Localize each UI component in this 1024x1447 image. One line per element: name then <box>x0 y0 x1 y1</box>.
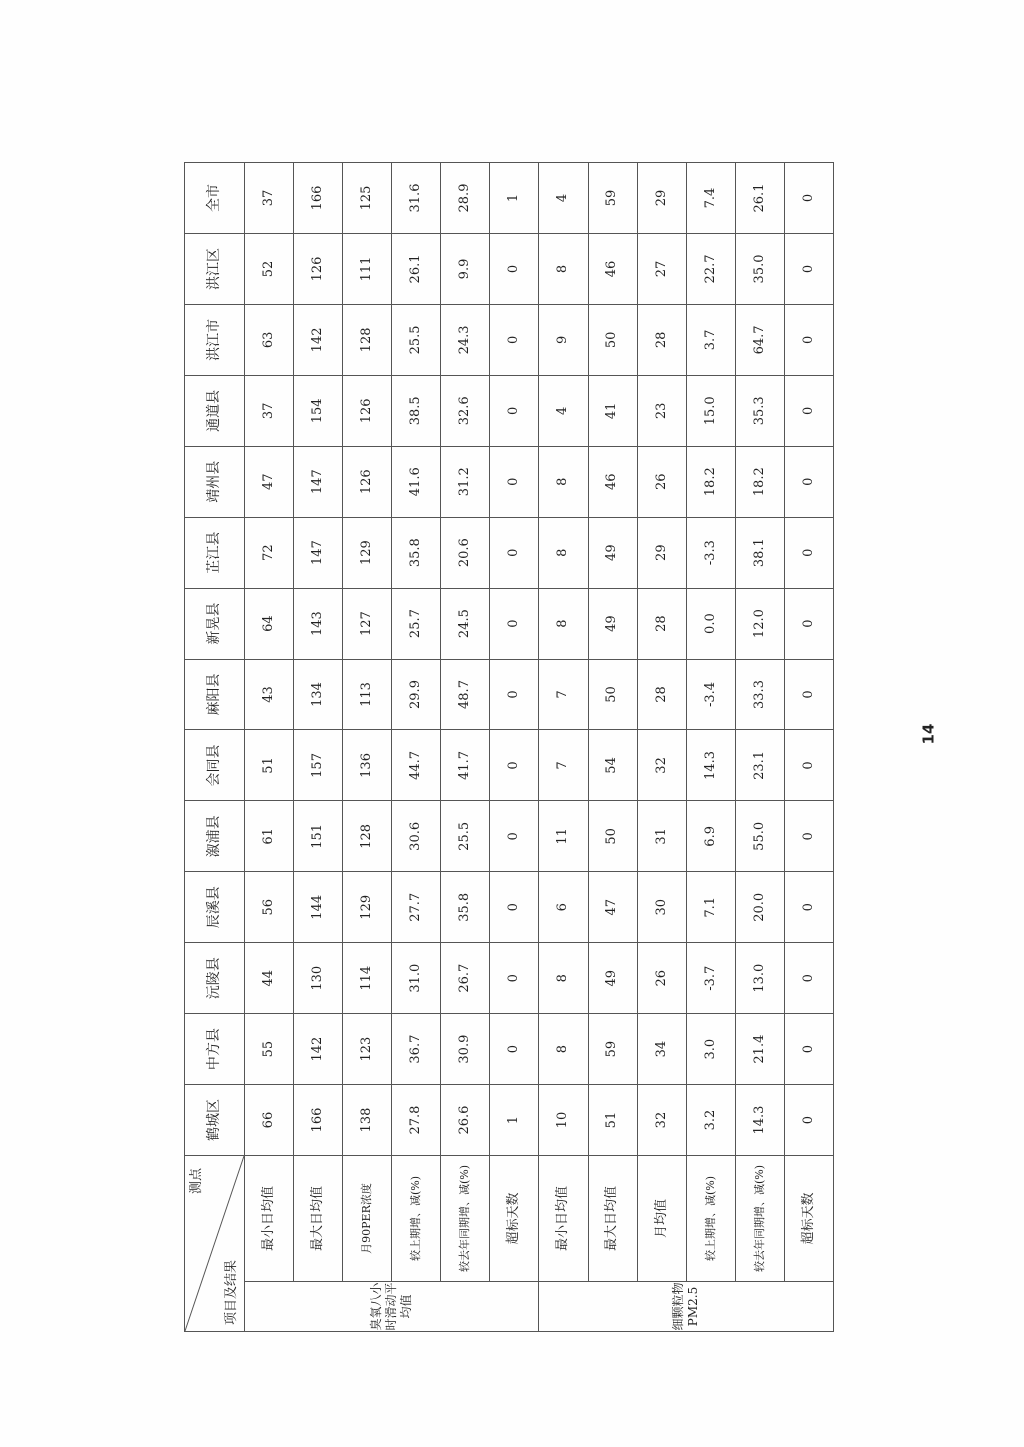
table-cell: 0 <box>490 659 539 730</box>
table-row <box>735 163 784 1332</box>
table-cell: 15.0 <box>686 375 735 446</box>
table-cell: 63 <box>245 304 294 375</box>
table-cell: 0.0 <box>686 588 735 659</box>
table-cell: 31.0 <box>392 943 441 1014</box>
table-row <box>392 163 441 1332</box>
table-cell: 127 <box>343 588 392 659</box>
table-cell: 144 <box>294 872 343 943</box>
table-cell: 46 <box>588 446 637 517</box>
table-cell: 129 <box>343 872 392 943</box>
column-header: 麻阳县 <box>185 659 245 730</box>
table-cell: 50 <box>588 659 637 730</box>
table-cell: 28 <box>637 304 686 375</box>
rotated-table-wrapper <box>184 162 834 1332</box>
table-cell: 27 <box>637 234 686 305</box>
table-cell: 7 <box>539 659 588 730</box>
table-cell: 8 <box>539 234 588 305</box>
column-header: 洪江市 <box>185 304 245 375</box>
table-cell: 143 <box>294 588 343 659</box>
table-cell: 111 <box>343 234 392 305</box>
table-cell: 128 <box>343 304 392 375</box>
table-cell: 114 <box>343 943 392 1014</box>
table-cell: 0 <box>784 943 833 1014</box>
table-cell: 25.5 <box>392 304 441 375</box>
table-cell: 41.7 <box>441 730 490 801</box>
table-cell: 32 <box>637 1085 686 1156</box>
table-cell: 8 <box>539 517 588 588</box>
table-cell: 36.7 <box>392 1014 441 1085</box>
table-cell: 0 <box>490 446 539 517</box>
table-cell: 30.6 <box>392 801 441 872</box>
table-cell: 21.4 <box>735 1014 784 1085</box>
table-cell: -3.3 <box>686 517 735 588</box>
row-label: 月90PER浓度 <box>343 1156 392 1282</box>
table-cell: 30.9 <box>441 1014 490 1085</box>
table-cell: 6.9 <box>686 801 735 872</box>
table-cell: 59 <box>588 163 637 234</box>
table-cell: 51 <box>588 1085 637 1156</box>
column-header: 鹤城区 <box>185 1085 245 1156</box>
table-cell: 0 <box>784 446 833 517</box>
table-cell: 14.3 <box>735 1085 784 1156</box>
table-cell: 46 <box>588 234 637 305</box>
table-cell: 4 <box>539 163 588 234</box>
table-cell: 0 <box>784 801 833 872</box>
table-cell: 166 <box>294 163 343 234</box>
table-cell: 37 <box>245 163 294 234</box>
table-cell: 126 <box>343 375 392 446</box>
table-cell: 147 <box>294 517 343 588</box>
table-cell: 38.5 <box>392 375 441 446</box>
table-cell: 166 <box>294 1085 343 1156</box>
table-cell: 47 <box>588 872 637 943</box>
table-cell: 37 <box>245 375 294 446</box>
table-cell: 41 <box>588 375 637 446</box>
table-cell: 4 <box>539 375 588 446</box>
table-cell: 6 <box>539 872 588 943</box>
page-number: 14 <box>919 723 938 745</box>
table-cell: 49 <box>588 517 637 588</box>
table-cell: 0 <box>784 588 833 659</box>
corner-cell <box>185 1156 245 1332</box>
table-cell: 129 <box>343 517 392 588</box>
table-cell: 0 <box>784 304 833 375</box>
row-label: 最小日均值 <box>539 1156 588 1282</box>
table-cell: 151 <box>294 801 343 872</box>
table-cell: 128 <box>343 801 392 872</box>
corner-top-label: 测点 <box>189 1168 204 1195</box>
table-cell: 9.9 <box>441 234 490 305</box>
table-cell: 154 <box>294 375 343 446</box>
table-cell: 0 <box>490 234 539 305</box>
table-cell: 25.5 <box>441 801 490 872</box>
table-cell: 0 <box>490 517 539 588</box>
table-cell: 44.7 <box>392 730 441 801</box>
table-cell: 52 <box>245 234 294 305</box>
table-cell: 30 <box>637 872 686 943</box>
table-row <box>245 163 294 1332</box>
table-cell: 35.0 <box>735 234 784 305</box>
row-label: 超标天数 <box>490 1156 539 1282</box>
table-cell: 0 <box>784 234 833 305</box>
row-label: 超标天数 <box>784 1156 833 1282</box>
column-header: 通道县 <box>185 375 245 446</box>
table-cell: 142 <box>294 1014 343 1085</box>
table-row <box>539 163 588 1332</box>
table-cell: 18.2 <box>686 446 735 517</box>
table-cell: 0 <box>490 375 539 446</box>
table-cell: 31 <box>637 801 686 872</box>
table-cell: 20.6 <box>441 517 490 588</box>
row-label: 最大日均值 <box>588 1156 637 1282</box>
table-cell: 33.3 <box>735 659 784 730</box>
table-cell: 14.3 <box>686 730 735 801</box>
table-cell: 3.0 <box>686 1014 735 1085</box>
table-cell: 10 <box>539 1085 588 1156</box>
column-header: 靖州县 <box>185 446 245 517</box>
table-cell: 47 <box>245 446 294 517</box>
table-cell: 9 <box>539 304 588 375</box>
table-cell: 0 <box>490 801 539 872</box>
table-cell: 12.0 <box>735 588 784 659</box>
table-cell: 7.1 <box>686 872 735 943</box>
column-header: 溆浦县 <box>185 801 245 872</box>
table-cell: 157 <box>294 730 343 801</box>
row-label: 较去年同期增、减(%) <box>735 1156 784 1282</box>
table-cell: 147 <box>294 446 343 517</box>
table-cell: 0 <box>784 659 833 730</box>
table-cell: -3.7 <box>686 943 735 1014</box>
table-cell: 54 <box>588 730 637 801</box>
table-row <box>343 163 392 1332</box>
table-cell: 0 <box>490 304 539 375</box>
table-cell: 38.1 <box>735 517 784 588</box>
table-body <box>245 163 834 1332</box>
table-cell: 0 <box>784 1085 833 1156</box>
table-cell: 138 <box>343 1085 392 1156</box>
table-cell: 64 <box>245 588 294 659</box>
group-label-pm25: 细颗粒物PM2.5 <box>539 1282 834 1332</box>
column-header: 中方县 <box>185 1014 245 1085</box>
table-cell: 134 <box>294 659 343 730</box>
table-cell: 27.7 <box>392 872 441 943</box>
table-cell: 0 <box>784 163 833 234</box>
table-row <box>294 163 343 1332</box>
table-cell: 49 <box>588 588 637 659</box>
table-cell: 0 <box>784 872 833 943</box>
table-cell: 35.3 <box>735 375 784 446</box>
column-header: 沅陵县 <box>185 943 245 1014</box>
row-label: 月均值 <box>637 1156 686 1282</box>
table-cell: 22.7 <box>686 234 735 305</box>
table-cell: 142 <box>294 304 343 375</box>
table-cell: 7.4 <box>686 163 735 234</box>
table-cell: 0 <box>490 872 539 943</box>
table-cell: 28 <box>637 588 686 659</box>
table-cell: 59 <box>588 1014 637 1085</box>
table-cell: 26 <box>637 446 686 517</box>
table-cell: 50 <box>588 304 637 375</box>
table-row <box>588 163 637 1332</box>
table-cell: 0 <box>784 517 833 588</box>
table-cell: 64.7 <box>735 304 784 375</box>
table-cell: 55.0 <box>735 801 784 872</box>
table-cell: 44 <box>245 943 294 1014</box>
table-cell: 25.7 <box>392 588 441 659</box>
table-row <box>784 163 833 1332</box>
table-cell: 3.7 <box>686 304 735 375</box>
group-label-ozone: 臭氧八小时滑动平均值 <box>245 1282 539 1332</box>
table-cell: 126 <box>343 446 392 517</box>
table-cell: 0 <box>490 588 539 659</box>
table-cell: 0 <box>490 730 539 801</box>
table-cell: 125 <box>343 163 392 234</box>
table-cell: 26.1 <box>735 163 784 234</box>
table-cell: 113 <box>343 659 392 730</box>
column-header: 会同县 <box>185 730 245 801</box>
table-cell: 0 <box>784 1014 833 1085</box>
header-row <box>185 163 245 1332</box>
table-cell: 20.0 <box>735 872 784 943</box>
row-label: 最小日均值 <box>245 1156 294 1282</box>
table-cell: 35.8 <box>441 872 490 943</box>
table-cell: 31.6 <box>392 163 441 234</box>
table-cell: 123 <box>343 1014 392 1085</box>
table-cell: 0 <box>784 730 833 801</box>
table-cell: 8 <box>539 943 588 1014</box>
table-row <box>441 163 490 1332</box>
table-cell: 0 <box>784 375 833 446</box>
table-cell: 7 <box>539 730 588 801</box>
table-cell: 56 <box>245 872 294 943</box>
table-cell: 29 <box>637 517 686 588</box>
table-row <box>490 163 539 1332</box>
table-cell: 28.9 <box>441 163 490 234</box>
table-cell: 136 <box>343 730 392 801</box>
table-cell: 29.9 <box>392 659 441 730</box>
table-cell: 72 <box>245 517 294 588</box>
table-cell: 24.3 <box>441 304 490 375</box>
row-label: 较去年同期增、减(%) <box>441 1156 490 1282</box>
table-cell: 23 <box>637 375 686 446</box>
table-cell: 8 <box>539 1014 588 1085</box>
table-cell: 48.7 <box>441 659 490 730</box>
column-header: 洪江区 <box>185 234 245 305</box>
table-cell: 49 <box>588 943 637 1014</box>
column-header: 全市 <box>185 163 245 234</box>
column-header: 新晃县 <box>185 588 245 659</box>
table-cell: 34 <box>637 1014 686 1085</box>
table-cell: 27.8 <box>392 1085 441 1156</box>
table-cell: 130 <box>294 943 343 1014</box>
table-cell: 26.1 <box>392 234 441 305</box>
table-cell: 55 <box>245 1014 294 1085</box>
table-cell: 66 <box>245 1085 294 1156</box>
table-cell: 43 <box>245 659 294 730</box>
table-row <box>637 163 686 1332</box>
table-cell: 51 <box>245 730 294 801</box>
table-cell: 41.6 <box>392 446 441 517</box>
corner-bottom-label: 项目及结果 <box>223 1259 239 1325</box>
column-header: 芷江县 <box>185 517 245 588</box>
table-cell: 26.6 <box>441 1085 490 1156</box>
row-label: 最大日均值 <box>294 1156 343 1282</box>
table-cell: 0 <box>490 1014 539 1085</box>
table-cell: 1 <box>490 163 539 234</box>
table-cell: 126 <box>294 234 343 305</box>
table-cell: 32 <box>637 730 686 801</box>
table-cell: 50 <box>588 801 637 872</box>
row-label: 较上期增、减(%) <box>686 1156 735 1282</box>
table-cell: 18.2 <box>735 446 784 517</box>
table-cell: 26 <box>637 943 686 1014</box>
table-cell: 32.6 <box>441 375 490 446</box>
table-cell: 8 <box>539 446 588 517</box>
table-cell: 8 <box>539 588 588 659</box>
table-cell: 31.2 <box>441 446 490 517</box>
table-cell: 35.8 <box>392 517 441 588</box>
table-cell: 3.2 <box>686 1085 735 1156</box>
table-cell: 23.1 <box>735 730 784 801</box>
table-cell: 11 <box>539 801 588 872</box>
table-row <box>686 163 735 1332</box>
table-cell: 1 <box>490 1085 539 1156</box>
row-label: 较上期增、减(%) <box>392 1156 441 1282</box>
table-cell: 26.7 <box>441 943 490 1014</box>
column-header: 辰溪县 <box>185 872 245 943</box>
table-cell: 0 <box>490 943 539 1014</box>
table-cell: 61 <box>245 801 294 872</box>
table-cell: -3.4 <box>686 659 735 730</box>
table-cell: 28 <box>637 659 686 730</box>
table-cell: 29 <box>637 163 686 234</box>
table-cell: 24.5 <box>441 588 490 659</box>
table-cell: 13.0 <box>735 943 784 1014</box>
air-quality-table <box>184 162 834 1332</box>
